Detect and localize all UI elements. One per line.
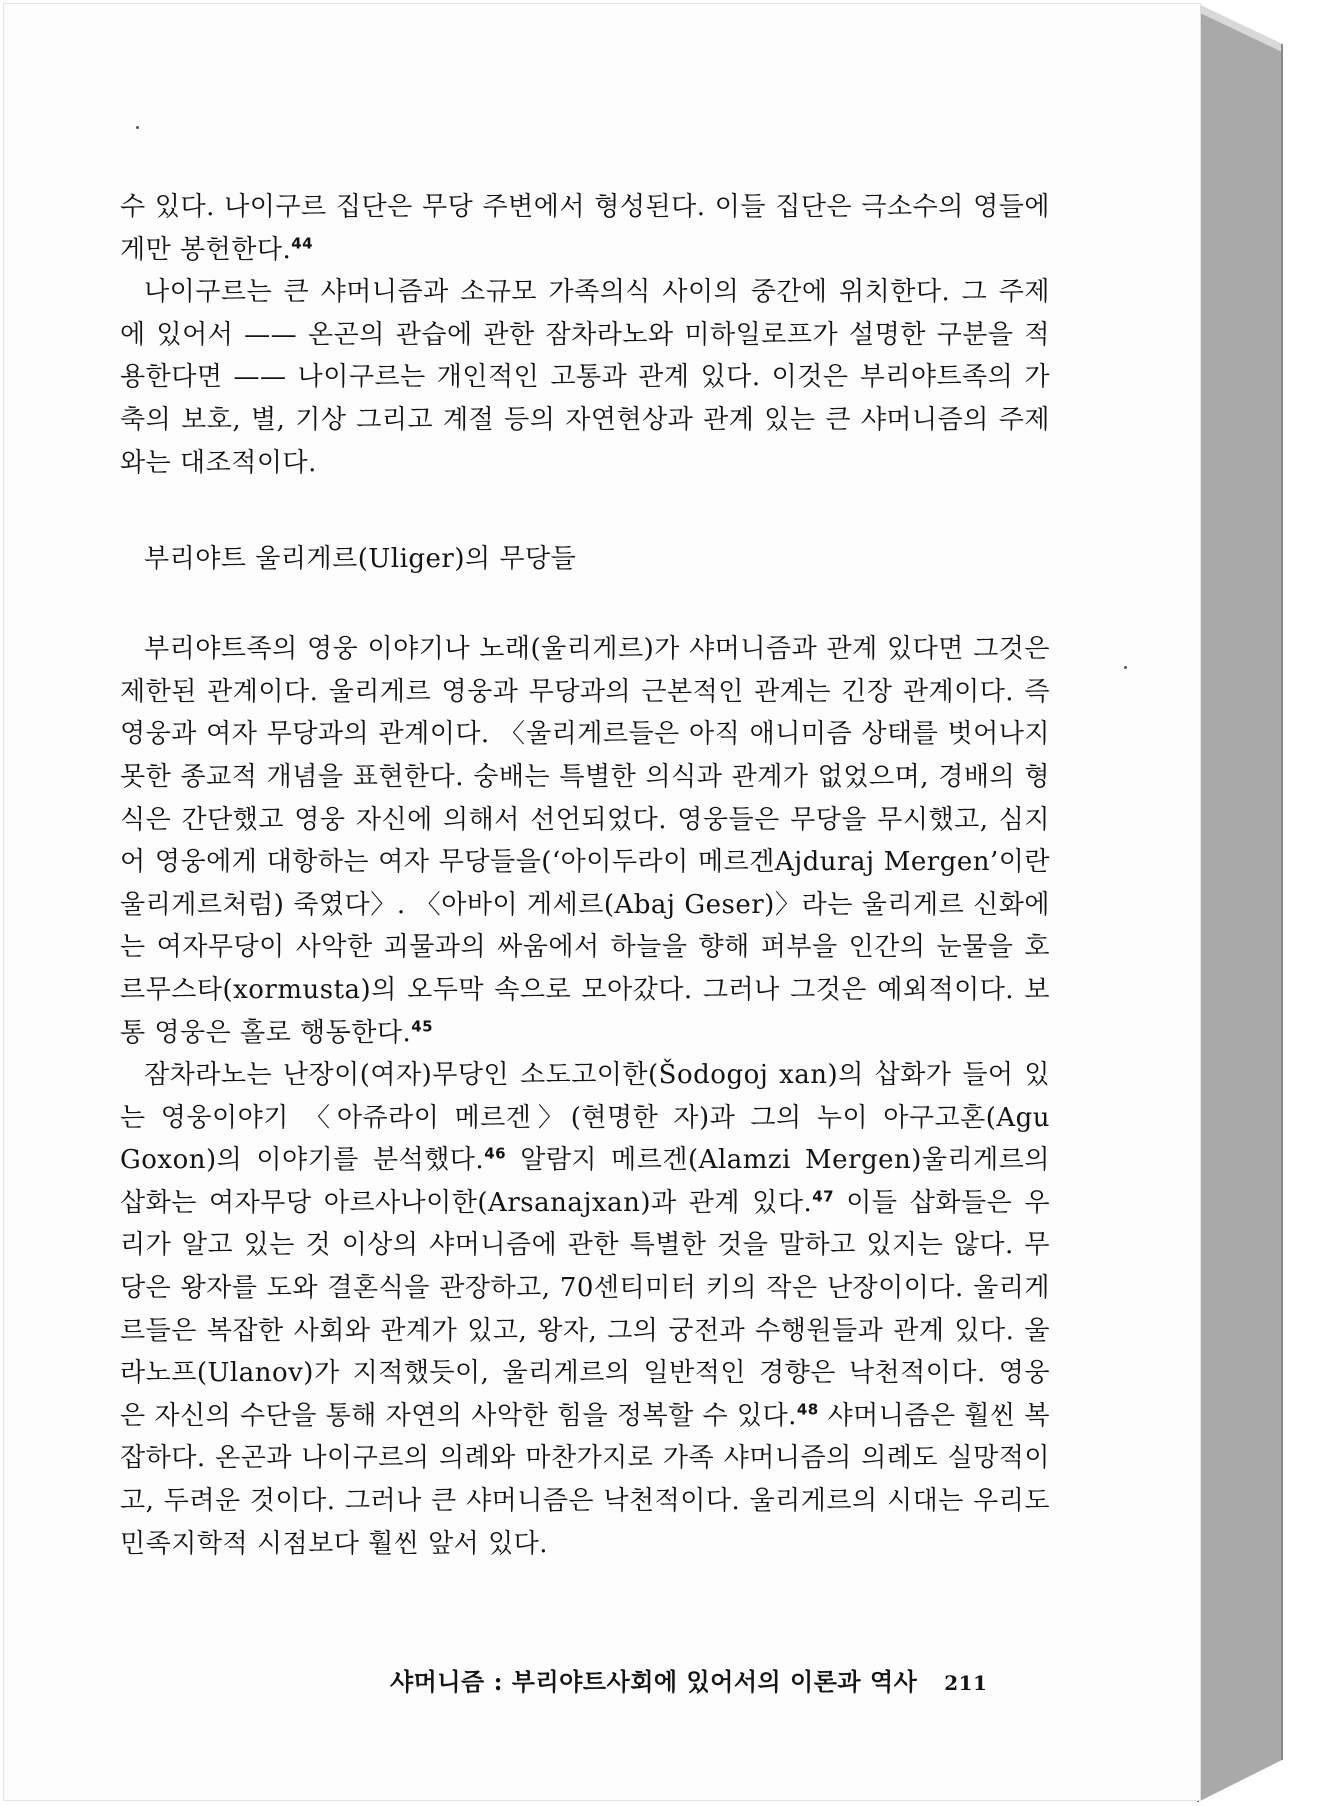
footnote-marker: 45 — [411, 1016, 434, 1035]
paragraph-text: 수 있다. 나이구르 집단은 무당 주변에서 형성된다. 이들 집단은 극소수의 영들에게만 봉헌한다. — [120, 192, 1050, 265]
paragraph — [120, 1054, 1050, 1565]
footnote-marker: 48 — [796, 1400, 819, 1419]
paragraph — [120, 628, 1050, 1054]
paragraph-text: 잠차라노는 난장이(여자)무당인 소도고이한(Šodogoj xan)의 삽화가 들어 있는 영웅이야기 〈아쥬라이 메르겐〉(현명한 자)과 그의 누이 아구고혼(Agu Goxon)의 이야기를 분석했다. — [120, 1060, 1050, 1176]
footnote-marker: 47 — [812, 1187, 835, 1206]
paragraph-group-bottom — [120, 628, 1050, 1565]
section-heading: 부리야트 울리게르(Uliger)의 무당들 — [144, 544, 577, 575]
paragraph — [120, 186, 1050, 271]
page-number: 211 — [944, 1671, 988, 1695]
body-text — [120, 186, 1050, 1565]
paragraph-text: 부리야트족의 영웅 이야기나 노래(울리게르)가 샤머니즘과 관계 있다면 그것은 제한된 관계이다. 울리게르 영웅과 무당과의 근본적인 관계는 긴장 관계이다. 즉 영웅과 여자 무당과의 관계이다. 〈울리게르들은 아직 애니미즘 상태를 벗어나지 못한 종교적 개념을 표현한다. 숭배는 특별한 의식과 관계가 없었으며, 경배의 형식은 간단했고 영웅 자신에 의해서 선언되었다. 영웅들은 무당을 무시했고, 심지어 영웅에게 대항하는 여자 무당들을(‘아이두라이 메르겐Ajduraj Mergen’이란 울리게르처럼) 죽였다〉. 〈아바이 게세르(Abaj Geser)〉라는 울리게르 신화에는 여자무당이 사악한 괴물과의 싸움에서 하늘을 향해 퍼부을 인간의 눈물을 호르무스타(xormusta)의 오두막 속으로 모아갔다. 그러나 그것은 예외적이다. 보통 영웅은 홀로 행동한다. — [120, 634, 1050, 1048]
paragraph — [120, 271, 1050, 484]
scan-speck — [1124, 666, 1127, 669]
running-footer — [390, 1666, 1030, 1699]
paragraph-text: 이들 삽화들은 우리가 알고 있는 것 이상의 샤머니즘에 관한 특별한 것을 말하고 있지는 않다. 무당은 왕자를 도와 결혼식을 관장하고, 70센티미터 키의 작은 난장이이다. 울리게르들은 복잡한 사회와 관계가 있고, 왕자, 그의 궁전과 수행원들과 관계 있다. 울라노프(Ulanov)가 지적했듯이, 울리게르의 일반적인 경향은 낙천적이다. 영웅은 자신의 수단을 통해 자연의 사악한 힘을 정복할 수 있다. — [120, 1187, 1051, 1431]
paragraph-group-top — [120, 186, 1050, 484]
scan-speck — [136, 126, 139, 129]
paragraph-text: 알람지 메르겐(Alamzi Mergen)울리게르의 삽화는 여자무당 아르사나이한(Arsanajxan)과 관계 있다. — [120, 1145, 1050, 1218]
paragraph-text: 샤머니즘은 훨씬 복잡하다. 온곤과 나이구르의 의례와 마찬가지로 가족 샤머니즘의 의례도 실망적이고, 두려운 것이다. 그러나 큰 샤머니즘은 낙천적이다. 울리게르의 시대는 우리도 민족지학적 시점보다 훨씬 앞서 있다. — [120, 1400, 1050, 1559]
paragraph-text: 나이구르는 큰 샤머니즘과 소규모 가족의식 사이의 중간에 위치한다. 그 주제에 있어서 —— 온곤의 관습에 관한 잠차라노와 미하일로프가 설명한 구분을 적용한다면 —— 나이구르는 개인적인 고통과 관계 있다. 이것은 부리야트족의 가축의 보호, 별, 기상 그리고 계절 등의 자연현상과 관계 있는 큰 샤머니즘의 주제와는 대조적이다. — [120, 277, 1050, 478]
footnote-marker: 44 — [291, 233, 314, 252]
running-title: 샤머니즘 : 부리야트사회에 있어서의 이론과 역사 — [390, 1667, 918, 1696]
footnote-marker: 46 — [484, 1144, 507, 1163]
